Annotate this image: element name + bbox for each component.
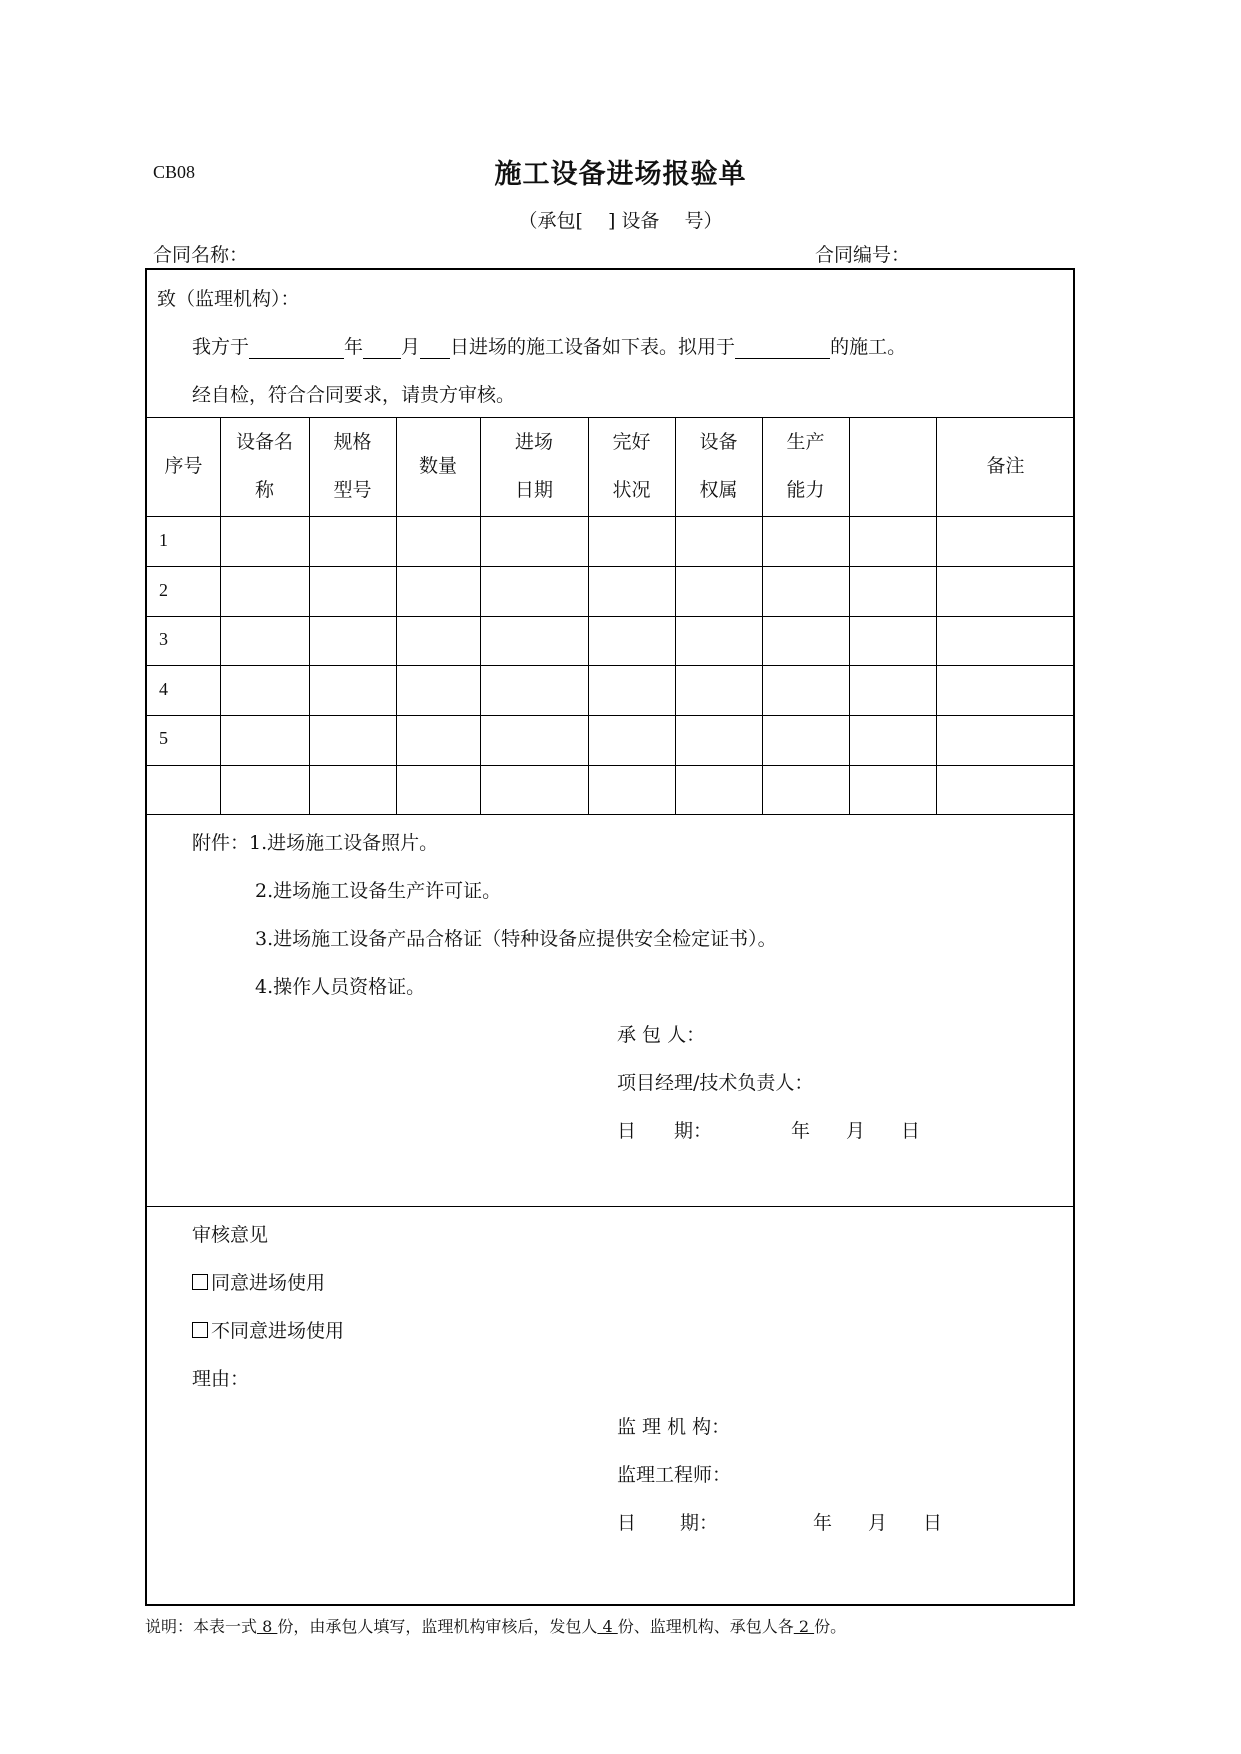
intro-text-3: 的施工。 — [830, 336, 907, 358]
form-frame — [145, 268, 1075, 1606]
agree-label: 同意进场使用 — [211, 1272, 326, 1294]
contractor-date-day: 日 — [901, 1120, 921, 1142]
disagree-option[interactable] — [192, 1316, 344, 1343]
col-header-date-1: 进场 — [514, 431, 553, 453]
entry-month-blank[interactable] — [363, 338, 401, 359]
entry-day-blank[interactable] — [420, 338, 450, 359]
recipient-label: 致（监理机构）： — [157, 288, 300, 310]
row-number: 2 — [159, 580, 168, 600]
footnote-text: 份、监理机构、承包人各 — [617, 1617, 794, 1636]
table-bottom-rule — [147, 814, 1073, 815]
contractor-date-year: 年 — [791, 1120, 811, 1142]
footnote — [145, 1614, 846, 1637]
supervisor-engineer-label: 监理工程师： — [617, 1464, 732, 1486]
col-header-condition-1: 完好 — [612, 431, 651, 453]
form-code: CB08 — [153, 162, 196, 182]
contractor-label: 承 包 人： — [617, 1024, 706, 1046]
intro-line-1 — [192, 332, 906, 359]
supervisor-date-day: 日 — [923, 1512, 943, 1534]
intro-text-2: 日进场的施工设备如下表。拟用于 — [450, 336, 736, 358]
entry-year-blank[interactable] — [249, 338, 344, 359]
row-number: 4 — [159, 679, 168, 699]
supervisor-date-year: 年 — [813, 1512, 833, 1534]
table-top-rule — [147, 417, 1073, 418]
disagree-checkbox[interactable] — [192, 1322, 208, 1338]
supervisor-org-label: 监 理 机 构： — [617, 1416, 731, 1438]
col-header-ownership-1: 设备 — [699, 431, 738, 453]
form-subtitle: （承包[ ] 设备 号） — [518, 210, 723, 232]
page-title: 施工设备进场报验单 — [494, 159, 747, 190]
col-header-name-2: 称 — [254, 479, 274, 501]
attachment-item: 4.操作人员资格证。 — [255, 976, 426, 998]
footnote-text: 份，由承包人填写，监理机构审核后，发包人 — [277, 1617, 598, 1636]
col-header-name-1: 设备名 — [235, 431, 293, 453]
contractor-date-month: 月 — [846, 1120, 866, 1142]
intro-year: 年 — [344, 336, 364, 358]
intro-month: 月 — [401, 336, 421, 358]
copies-employer: 4 — [597, 1617, 618, 1636]
row-rule — [147, 765, 1073, 766]
row-number: 1 — [159, 530, 168, 550]
col-header-spec-1: 规格 — [333, 431, 372, 453]
attachment-line — [192, 828, 438, 855]
intro-line-2: 经自检，符合合同要求，请贵方审核。 — [192, 384, 516, 406]
col-header-spec-2: 型号 — [333, 479, 372, 501]
row-rule — [147, 566, 1073, 567]
supervisor-date-label: 日 期： — [617, 1512, 719, 1534]
contract-number-label: 合同编号： — [815, 244, 911, 266]
project-manager-label: 项目经理/技术负责人： — [617, 1072, 814, 1094]
table-header-rule — [147, 516, 1073, 517]
col-header-qty: 数量 — [418, 455, 457, 477]
usage-blank[interactable] — [735, 338, 830, 359]
copies-each: 2 — [793, 1617, 815, 1636]
footnote-text: 份。 — [814, 1617, 847, 1636]
col-header-ownership-2: 权属 — [699, 479, 738, 501]
copies-total: 8 — [257, 1617, 278, 1636]
row-rule — [147, 665, 1073, 666]
intro-text-1: 我方于 — [192, 336, 250, 358]
col-header-condition-2: 状况 — [612, 479, 651, 501]
reason-label: 理由： — [192, 1368, 250, 1390]
row-rule — [147, 715, 1073, 716]
attachment-item: 2.进场施工设备生产许可证。 — [255, 880, 502, 902]
row-number: 5 — [159, 728, 168, 748]
agree-checkbox[interactable] — [192, 1274, 208, 1290]
row-number: 3 — [159, 629, 168, 649]
attachment-item: 3.进场施工设备产品合格证（特种设备应提供安全检定证书）。 — [255, 928, 777, 950]
col-header-remark: 备注 — [986, 455, 1025, 477]
agree-option[interactable] — [192, 1268, 325, 1295]
attachment-item: 1.进场施工设备照片。 — [249, 832, 439, 854]
section-divider — [147, 1206, 1073, 1207]
supervisor-date-month: 月 — [868, 1512, 888, 1534]
contractor-date-label: 日 期： — [617, 1120, 713, 1142]
attachments-label: 附件： — [192, 832, 250, 854]
col-header-date-2: 日期 — [514, 479, 553, 501]
review-title: 审核意见 — [192, 1224, 269, 1246]
col-header-seq: 序号 — [164, 455, 203, 477]
column-rule — [849, 417, 850, 814]
disagree-label: 不同意进场使用 — [211, 1320, 345, 1342]
col-header-capacity-1: 生产 — [786, 431, 825, 453]
contract-name-label: 合同名称： — [153, 244, 249, 266]
footnote-text: 说明：本表一式 — [145, 1617, 258, 1636]
row-rule — [147, 616, 1073, 617]
col-header-capacity-2: 能力 — [786, 479, 825, 501]
